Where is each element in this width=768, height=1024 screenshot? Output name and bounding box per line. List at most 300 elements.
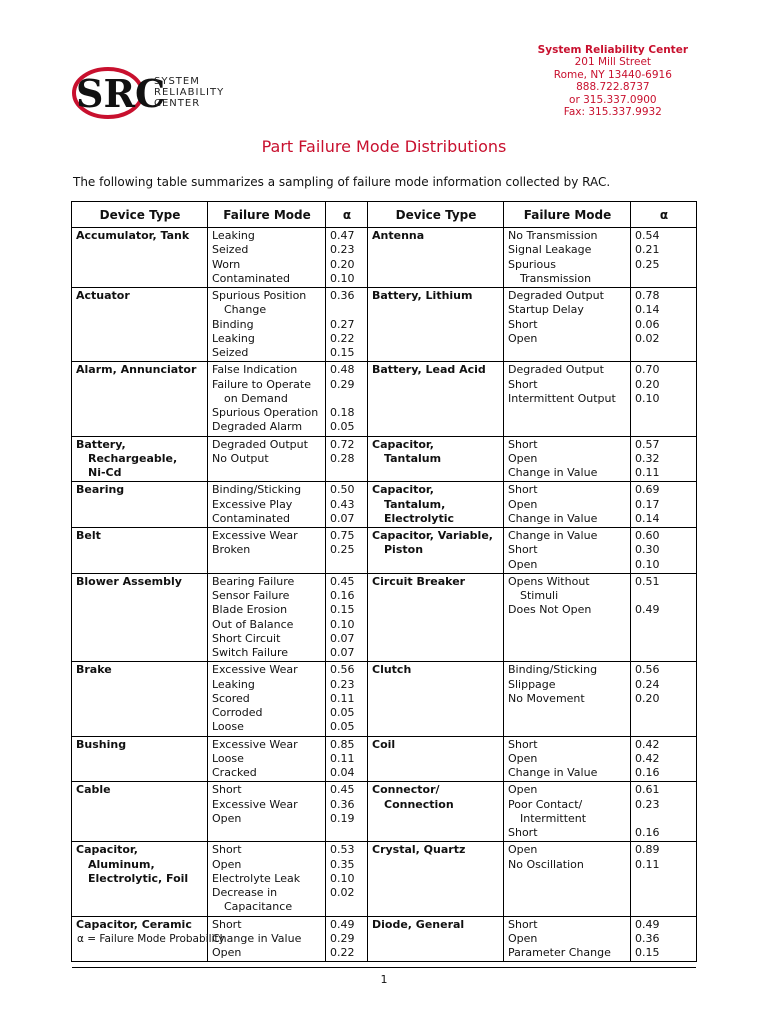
alpha-cell-line (330, 900, 364, 914)
failure-mode-cell-line: Sensor Failure (212, 589, 290, 602)
failure-mode-cell-line: Corroded (212, 706, 263, 719)
device-type-cell-line: Antenna (372, 229, 425, 242)
col-header: α (326, 202, 368, 228)
alpha-cell-line: 0.19 (330, 811, 355, 825)
device-type-cell-line: Capacitor, (372, 437, 434, 451)
alpha-cell-line: 0.49 (635, 917, 660, 931)
failure-mode-cell-line: Open (508, 497, 538, 511)
alpha-cell-line: 0.17 (635, 497, 660, 511)
device-type-cell (72, 482, 208, 528)
alpha-cell-line: 0.32 (635, 451, 660, 465)
alpha-cell-line: 0.25 (330, 543, 355, 557)
alpha-cell-line: 0.11 (330, 691, 355, 705)
table-row (72, 736, 697, 782)
failure-mode-cell-line: Short (212, 843, 242, 857)
alpha-cell-line: 0.51 (635, 574, 660, 588)
device-type-cell-line: Blower Assembly (76, 574, 182, 588)
address-line: 201 Mill Street (574, 56, 652, 69)
table-header-row (72, 202, 697, 228)
device-type-cell-line: Battery, Lead Acid (372, 363, 486, 377)
table-row (72, 782, 697, 842)
alpha-cell-line: 0.16 (635, 826, 660, 839)
alpha-cell-line: 0.20 (330, 257, 355, 271)
alpha-cell-line: 0.45 (330, 574, 355, 588)
failure-mode-cell-line: Electrolyte Leak (212, 871, 301, 885)
failure-mode-cell-line: Poor Contact/ (508, 797, 583, 811)
alpha-cell-line: 0.89 (635, 843, 660, 857)
failure-mode-cell (208, 288, 326, 362)
alpha-cell-line: 0.69 (635, 483, 660, 497)
failure-mode-cell-line: Short (212, 917, 242, 931)
failure-mode-cell-line: Leaking (212, 331, 255, 345)
failure-mode-cell-line: No Oscillation (508, 857, 584, 871)
failure-mode-cell (208, 842, 326, 916)
alpha-cell-line: 0.72 (330, 437, 355, 451)
alpha-cell-line: 0.23 (635, 797, 660, 811)
failure-mode-cell-line: Short (508, 437, 538, 451)
alpha-cell-line: 0.54 (635, 229, 660, 242)
alpha-cell (326, 228, 368, 288)
device-type-cell (72, 842, 208, 916)
page-number: 1 (380, 973, 388, 986)
device-type-cell (368, 482, 504, 528)
alpha-cell-line: 0.18 (330, 406, 355, 419)
failure-mode-cell-line: Failure to Operate (212, 377, 311, 391)
device-type-cell-line: Capacitor, (76, 843, 138, 857)
alpha-cell-line: 0.22 (330, 946, 355, 959)
table-row (72, 288, 697, 362)
alpha-cell-line: 0.05 (330, 420, 355, 434)
alpha-cell-line: 0.11 (635, 466, 660, 479)
alpha-cell (326, 288, 368, 362)
alpha-cell (631, 662, 697, 736)
failure-mode-cell-line: Does Not Open (508, 603, 592, 617)
failure-mode-cell-line: Degraded Output (212, 437, 308, 451)
alpha-cell-line (330, 392, 364, 406)
alpha-cell (631, 288, 697, 362)
alpha-cell-line: 0.10 (635, 391, 660, 405)
failure-mode-cell (504, 288, 631, 362)
alpha-cell-line: 0.14 (635, 511, 660, 525)
alpha-cell (631, 362, 697, 436)
failure-mode-cell-line: Open (508, 331, 538, 345)
failure-mode-cell (208, 482, 326, 528)
failure-mode-cell-line: Short (508, 377, 538, 391)
failure-mode-cell-line: Open (212, 857, 242, 871)
col-header: Failure Mode (208, 202, 326, 228)
device-type-cell (72, 736, 208, 782)
failure-mode-cell-line: Change in Value (212, 931, 302, 945)
failure-mode-cell-line: Cracked (212, 766, 257, 779)
table-row (72, 228, 697, 288)
device-type-cell-line: Electrolytic, Foil (88, 871, 189, 885)
failure-mode-cell (208, 736, 326, 782)
alpha-cell (326, 916, 368, 962)
failure-mode-cell (504, 662, 631, 736)
failure-mode-cell-line: on Demand (224, 391, 288, 405)
failure-mode-cell-line: Short (508, 483, 538, 497)
alpha-cell-line: 0.15 (330, 346, 355, 359)
failure-mode-cell-line: Short Circuit (212, 631, 281, 645)
failure-mode-cell-line: Contaminated (212, 271, 290, 285)
failure-mode-cell (504, 362, 631, 436)
failure-mode-cell (504, 782, 631, 842)
logo-word: SYSTEM (154, 76, 200, 87)
failure-mode-cell-line: Contaminated (212, 511, 290, 525)
alpha-cell-line: 0.48 (330, 363, 355, 377)
device-type-cell-line: Tantalum (384, 451, 442, 465)
alpha-cell-line: 0.23 (330, 677, 355, 691)
failure-mode-cell-line: Change in Value (508, 529, 598, 542)
fax-line: Fax: 315.337.9932 (563, 106, 662, 119)
failure-mode-cell-line: Seized (212, 243, 249, 257)
intro-text: The following table summarizes a sampling of failure mode information collected by RAC. (73, 175, 611, 189)
failure-mode-cell (208, 362, 326, 436)
failure-mode-cell-line: Decrease in (212, 886, 278, 899)
alpha-cell-line (635, 812, 693, 826)
device-type-cell (368, 736, 504, 782)
alpha-cell-line: 0.36 (330, 797, 355, 811)
alpha-cell-line: 0.29 (330, 931, 355, 945)
failure-mode-cell-line: Open (212, 946, 242, 959)
failure-mode-cell-line: Intermittent (520, 811, 587, 825)
failure-mode-cell-line: No Output (212, 451, 269, 465)
failure-mode-cell (504, 736, 631, 782)
alpha-cell-line: 0.15 (635, 946, 660, 959)
failure-mode-cell-line: Open (508, 783, 538, 797)
page-title: Part Failure Mode Distributions (261, 137, 507, 156)
failure-mode-cell-line: Binding/Sticking (212, 483, 302, 497)
table-row (72, 662, 697, 736)
alpha-cell-line: 0.05 (330, 706, 355, 719)
failure-mode-cell-line: Signal Leakage (508, 243, 592, 257)
alpha-cell (631, 528, 697, 574)
alpha-cell-line: 0.36 (330, 289, 355, 302)
failure-mode-cell-line: Capacitance (224, 900, 293, 914)
device-type-cell-line: Battery, (76, 437, 126, 451)
alpha-cell-line: 0.45 (330, 783, 355, 797)
failure-mode-cell-line: Worn (212, 257, 241, 271)
failure-mode-cell (504, 228, 631, 288)
device-type-cell-line: Crystal, Quartz (372, 843, 466, 857)
alpha-cell-line: 0.16 (635, 766, 660, 779)
failure-mode-cell-line: Excessive Play (212, 497, 293, 511)
alpha-cell-line: 0.35 (330, 857, 355, 871)
logo-word: CENTER (154, 98, 201, 109)
failure-mode-cell-line: Bearing Failure (212, 574, 295, 588)
alpha-cell-line: 0.36 (635, 931, 660, 945)
alpha-cell-line: 0.22 (330, 331, 355, 345)
alpha-cell-line: 0.05 (330, 720, 355, 734)
failure-mode-cell (504, 436, 631, 482)
failure-mode-cell-line: Loose (212, 751, 244, 765)
alpha-cell-line: 0.02 (330, 886, 355, 899)
device-type-cell-line: Ni-Cd (88, 466, 122, 479)
failure-mode-cell (504, 842, 631, 916)
device-type-cell (368, 362, 504, 436)
failure-mode-cell-line: Binding/Sticking (508, 663, 598, 677)
device-type-cell-line: Belt (76, 529, 101, 542)
failure-mode-cell (208, 228, 326, 288)
alpha-cell (631, 736, 697, 782)
alpha-cell (326, 662, 368, 736)
failure-mode-cell-line: Open (508, 451, 538, 465)
alpha-cell-line (330, 303, 364, 317)
failure-mode-cell-line: Degraded Alarm (212, 420, 303, 434)
failure-mode-cell-line: No Transmission (508, 229, 598, 242)
alpha-cell-line (635, 589, 693, 603)
alpha-cell-line: 0.29 (330, 377, 355, 391)
alpha-cell-line: 0.20 (635, 691, 660, 705)
device-type-cell-line: Rechargeable, (88, 451, 178, 465)
footer-divider (72, 967, 696, 968)
failure-mode-cell-line: Stimuli (520, 589, 559, 602)
device-type-cell-line: Circuit Breaker (372, 574, 466, 588)
alpha-cell (326, 482, 368, 528)
table-row (72, 842, 697, 916)
alpha-cell-line: 0.56 (330, 663, 355, 677)
device-type-cell (72, 436, 208, 482)
org-name: System Reliability Center (537, 44, 688, 56)
failure-mode-cell-line: Startup Delay (508, 303, 584, 317)
failure-mode-cell-line: Parameter Change (508, 946, 611, 959)
address-line: Rome, NY 13440-6916 (553, 68, 672, 81)
failure-mode-cell-line: Opens Without (508, 574, 590, 588)
alpha-cell-line: 0.10 (635, 557, 660, 571)
failure-mode-cell-line: Intermittent Output (508, 391, 616, 405)
failure-mode-cell-line: Switch Failure (212, 646, 289, 659)
failure-mode-cell (504, 573, 631, 662)
alpha-cell-line: 0.27 (330, 317, 355, 331)
alpha-cell-line: 0.75 (330, 529, 355, 542)
device-type-cell-line: Bearing (76, 483, 125, 497)
logo-wordmark (154, 76, 224, 109)
alpha-cell (631, 842, 697, 916)
alpha-cell-line: 0.07 (330, 511, 355, 525)
alpha-cell (326, 782, 368, 842)
failure-mode-cell (208, 528, 326, 574)
footnote: α = Failure Mode Probability (77, 933, 225, 945)
phone-line: 888.722.8737 (576, 81, 650, 94)
col-header: α (631, 202, 697, 228)
alpha-cell-line: 0.42 (635, 751, 660, 765)
failure-mode-cell-line: Short (212, 783, 242, 797)
table-row (72, 573, 697, 662)
failure-mode-cell-line: Change in Value (508, 466, 598, 479)
device-type-cell-line: Diode, General (372, 917, 465, 931)
failure-mode-cell-line: Excessive Wear (212, 737, 298, 751)
alpha-cell-line: 0.53 (330, 843, 355, 857)
failure-mode-cell-line: Binding (212, 317, 254, 331)
device-type-cell-line: Capacitor, Variable, (372, 529, 493, 542)
device-type-cell-line: Piston (384, 543, 424, 557)
alpha-cell-line: 0.23 (330, 243, 355, 257)
device-type-cell (368, 916, 504, 962)
alpha-cell (631, 482, 697, 528)
failure-mode-cell-line: Change in Value (508, 766, 598, 779)
failure-mode-cell (208, 782, 326, 842)
failure-mode-cell-line: Seized (212, 346, 249, 359)
alpha-cell-line: 0.14 (635, 303, 660, 317)
device-type-cell-line: Electrolytic (384, 511, 454, 525)
failure-mode-cell (208, 573, 326, 662)
alpha-cell-line: 0.85 (330, 737, 355, 751)
logo-word: RELIABILITY (154, 87, 225, 98)
failure-mode-cell-line: Open (508, 557, 538, 571)
alpha-cell-line: 0.56 (635, 663, 660, 677)
failure-mode-cell-line: Degraded Output (508, 363, 604, 377)
col-header: Failure Mode (504, 202, 631, 228)
alpha-cell (326, 736, 368, 782)
failure-mode-cell-line: Excessive Wear (212, 529, 298, 542)
failure-mode-cell-line: Open (212, 811, 242, 825)
device-type-cell-line: Alarm, Annunciator (76, 363, 197, 377)
device-type-cell (72, 228, 208, 288)
alpha-cell-line: 0.15 (330, 603, 355, 617)
col-header: Device Type (72, 202, 208, 228)
alpha-cell (631, 782, 697, 842)
failure-mode-cell-line: No Movement (508, 691, 585, 705)
device-type-cell (368, 528, 504, 574)
alpha-cell-line: 0.10 (330, 617, 355, 631)
device-type-cell (368, 662, 504, 736)
device-type-cell (72, 362, 208, 436)
alpha-cell-line: 0.20 (635, 377, 660, 391)
alpha-cell-line (635, 272, 693, 286)
failure-mode-cell-line: Open (508, 843, 538, 857)
alpha-cell-line: 0.07 (330, 646, 355, 659)
alpha-cell-line: 0.50 (330, 483, 355, 497)
failure-mode-cell-line: Change in Value (508, 511, 598, 525)
failure-mode-cell-line: Spurious Operation (212, 406, 319, 419)
table-row (72, 528, 697, 574)
alpha-cell-line: 0.10 (330, 871, 355, 885)
alpha-cell-line: 0.57 (635, 437, 660, 451)
device-type-cell-line: Connector/ (372, 783, 440, 797)
failure-mode-cell-line: Short (508, 737, 538, 751)
failure-mode-cell-line: Transmission (520, 271, 592, 285)
alpha-cell-line: 0.07 (330, 631, 355, 645)
device-type-cell-line: Cable (76, 783, 111, 797)
failure-mode-cell-line: Loose (212, 720, 244, 734)
failure-mode-cell (504, 528, 631, 574)
device-type-cell (368, 842, 504, 916)
alpha-cell-line: 0.42 (635, 737, 660, 751)
failure-mode-cell-line: Blade Erosion (212, 603, 288, 617)
alpha-cell-line: 0.78 (635, 289, 660, 302)
device-type-cell-line: Tantalum, (384, 497, 446, 511)
failure-mode-cell-line: Broken (212, 543, 251, 557)
failure-mode-cell-line: Out of Balance (212, 617, 294, 631)
src-logo-mark (72, 66, 166, 120)
device-type-cell (72, 528, 208, 574)
failure-mode-cell-line: Slippage (508, 677, 556, 691)
alpha-cell-line: 0.11 (635, 857, 660, 871)
col-header: Device Type (368, 202, 504, 228)
logo-mark-text: SRC (76, 71, 166, 116)
alpha-cell-line: 0.49 (635, 603, 660, 617)
failure-mode-cell-line: Scored (212, 691, 250, 705)
device-type-cell-line: Battery, Lithium (372, 289, 473, 302)
alpha-cell-line: 0.30 (635, 543, 660, 557)
alpha-cell (631, 436, 697, 482)
failure-mode-cell (504, 482, 631, 528)
failure-mode-cell-line: Open (508, 931, 538, 945)
phone-line: or 315.337.0900 (569, 93, 657, 106)
device-type-cell (368, 436, 504, 482)
table-row (72, 362, 697, 436)
alpha-cell-line: 0.47 (330, 229, 355, 242)
alpha-cell-line: 0.49 (330, 917, 355, 931)
failure-mode-cell-line: Leaking (212, 677, 255, 691)
table-row (72, 436, 697, 482)
alpha-cell (326, 528, 368, 574)
device-type-cell (368, 782, 504, 842)
alpha-cell-line: 0.43 (330, 497, 355, 511)
device-type-cell-line: Connection (384, 797, 454, 811)
address-block (538, 44, 688, 118)
alpha-cell-line: 0.25 (635, 257, 660, 271)
alpha-cell-line: 0.61 (635, 783, 660, 797)
alpha-cell (631, 228, 697, 288)
alpha-cell (326, 436, 368, 482)
failure-mode-cell (504, 916, 631, 962)
device-type-cell (368, 573, 504, 662)
failure-mode-cell-line: Short (508, 317, 538, 331)
alpha-cell-line: 0.10 (330, 271, 355, 285)
failure-mode-cell-line: Excessive Wear (212, 663, 298, 677)
device-type-cell-line: Brake (76, 663, 112, 677)
device-type-cell-line: Accumulator, Tank (76, 229, 190, 242)
device-type-cell-line: Coil (372, 737, 396, 751)
device-type-cell (368, 288, 504, 362)
device-type-cell-line: Clutch (372, 663, 412, 677)
failure-mode-cell (208, 662, 326, 736)
alpha-cell (631, 573, 697, 662)
device-type-cell (72, 662, 208, 736)
failure-mode-cell-line: Spurious Position (212, 289, 307, 302)
alpha-cell-line: 0.60 (635, 529, 660, 542)
alpha-cell-line: 0.24 (635, 677, 660, 691)
failure-mode-cell (208, 916, 326, 962)
alpha-cell-line: 0.70 (635, 363, 660, 377)
alpha-cell-line: 0.21 (635, 243, 660, 257)
failure-mode-cell-line: Short (508, 543, 538, 557)
alpha-cell (326, 842, 368, 916)
device-type-cell-line: Capacitor, (372, 483, 434, 497)
device-type-cell (72, 288, 208, 362)
device-type-cell (368, 228, 504, 288)
alpha-cell-line: 0.04 (330, 766, 355, 779)
failure-mode-table (71, 201, 697, 962)
failure-mode-cell-line: Short (508, 826, 538, 839)
alpha-cell (326, 362, 368, 436)
failure-mode-cell-line: Change (224, 303, 267, 317)
alpha-cell (326, 573, 368, 662)
failure-mode-cell-line: Open (508, 751, 538, 765)
alpha-cell-line: 0.28 (330, 451, 355, 465)
alpha-cell-line: 0.06 (635, 317, 660, 331)
failure-mode-cell-line: Short (508, 917, 538, 931)
failure-mode-cell-line: Degraded Output (508, 289, 604, 302)
alpha-cell-line: 0.16 (330, 589, 355, 602)
failure-mode-cell-line: Excessive Wear (212, 797, 298, 811)
alpha-cell (631, 916, 697, 962)
device-type-cell-line: Bushing (76, 737, 127, 751)
failure-mode-cell-line: Spurious (508, 257, 556, 271)
failure-mode-cell-line: False Indication (212, 363, 298, 377)
table-row (72, 482, 697, 528)
